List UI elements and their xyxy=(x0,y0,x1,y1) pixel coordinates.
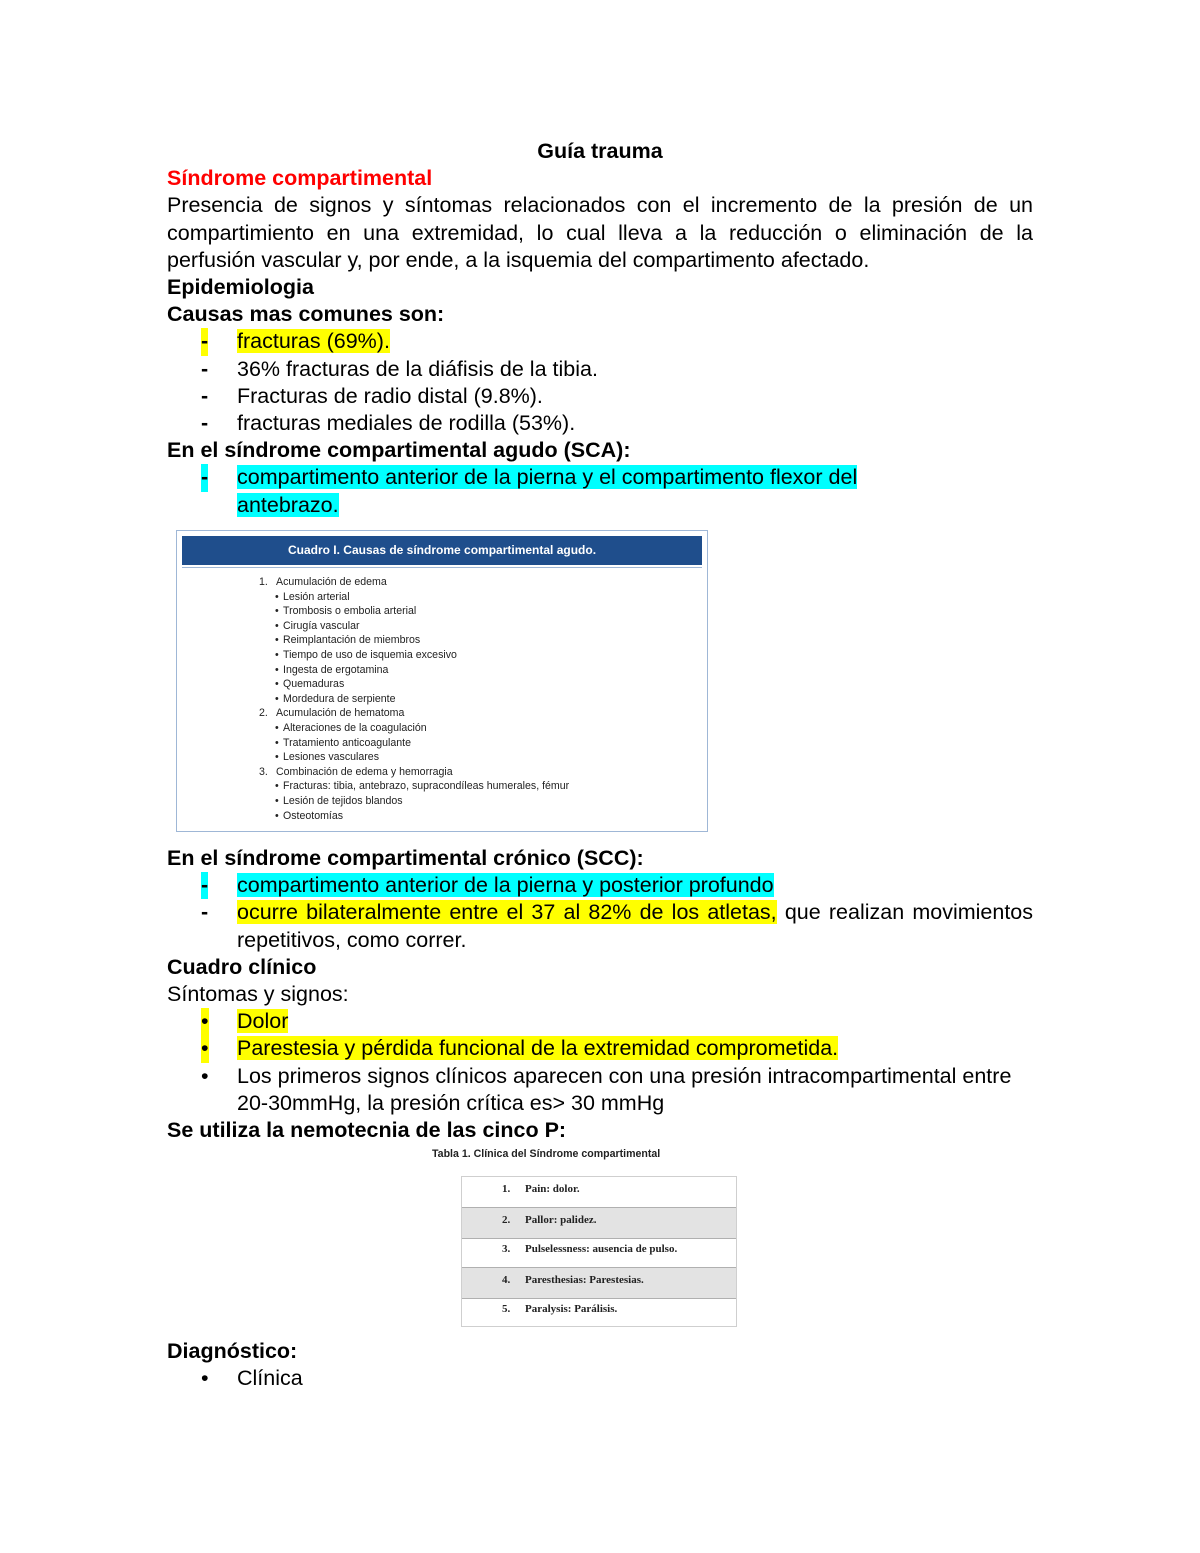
document-page xyxy=(167,138,1033,519)
figure-item: • Lesiones vasculares xyxy=(259,750,569,765)
dash-marker: - xyxy=(201,328,208,355)
heading-cuadro-clinico: Cuadro clínico xyxy=(167,954,317,979)
row-number: 4. xyxy=(502,1274,511,1286)
figure-item: • Tratamiento anticoagulante xyxy=(259,736,569,751)
figure-item: • Ingesta de ergotamina xyxy=(259,663,569,678)
list-item-text: compartimento anterior de la pierna y posterior profundo xyxy=(237,873,774,898)
dash-marker: - xyxy=(201,464,208,491)
figure-item: • Lesión arterial xyxy=(259,590,569,605)
list-item xyxy=(167,1365,1033,1392)
divider xyxy=(182,567,702,568)
figure-item: • Fracturas: tibia, antebrazo, supracondíleas humerales, fémur xyxy=(259,779,569,794)
dash-marker: - xyxy=(201,356,209,381)
row-text: Pulselessness: ausencia de pulso. xyxy=(525,1243,678,1255)
document-title: Guía trauma xyxy=(537,139,663,163)
group-label: Acumulación de edema xyxy=(276,576,387,588)
table-row xyxy=(462,1267,736,1299)
group-number: 2. xyxy=(259,707,268,720)
row-number: 1. xyxy=(502,1183,511,1195)
list-item xyxy=(167,383,1033,410)
list-item xyxy=(167,1008,1033,1035)
figure-group xyxy=(259,575,569,590)
list-item xyxy=(167,872,1033,899)
group-label: Combinación de edema y hemorragia xyxy=(276,765,453,778)
list-item-text: Parestesia y pérdida funcional de la extremidad comprometida. xyxy=(237,1036,839,1061)
list-item-text: fracturas (69%). xyxy=(237,329,390,354)
figure-item: • Cirugía vascular xyxy=(259,619,569,634)
table-row xyxy=(462,1297,736,1327)
heading-nemotecnia: Se utiliza la nemotecnia de las cinco P: xyxy=(167,1118,567,1143)
dash-marker: - xyxy=(201,900,209,925)
table-caption: Tabla 1. Clínica del Síndrome compartimental xyxy=(432,1148,661,1160)
diagnostico-list xyxy=(167,1365,1033,1392)
list-item-text: 36% fracturas de la diáfisis de la tibia. xyxy=(237,356,598,381)
document-page-3 xyxy=(167,1338,1033,1392)
heading-diagnostico: Diagnóstico: xyxy=(167,1339,298,1363)
figure-header: Cuadro I. Causas de síndrome compartimental agudo. xyxy=(182,536,702,565)
table-cinco-p xyxy=(461,1176,737,1327)
list-item-text: Los primeros signos clínicos aparecen con una presión intracompartimental entre 20-30mmHg, la presión crítica es> 30 mmHg xyxy=(237,1063,1012,1115)
figure-item: • Tiempo de uso de isquemia excesivo xyxy=(259,648,569,663)
dash-marker: - xyxy=(201,872,208,899)
figure-cuadro-causas xyxy=(176,530,708,832)
bullet-marker: • xyxy=(201,1366,209,1391)
sintomas-list xyxy=(167,1008,1033,1117)
row-number: 5. xyxy=(502,1303,511,1315)
figure-list xyxy=(259,575,569,823)
list-item-text: Dolor xyxy=(237,1009,289,1034)
group-number: 3. xyxy=(259,765,268,778)
list-item-text: que realizan movimientos repetitivos, como correr. xyxy=(237,900,1034,952)
scc-list xyxy=(167,872,1033,954)
row-text: Pallor: palidez. xyxy=(525,1214,597,1226)
figure-group xyxy=(259,765,569,780)
group-label: Acumulación de hematoma xyxy=(276,707,405,720)
figure-item: • Mordedura de serpiente xyxy=(259,692,569,707)
section-heading-sindrome: Síndrome compartimental xyxy=(167,166,433,191)
document-page-2 xyxy=(167,845,1033,1144)
figure-group xyxy=(259,706,569,721)
list-item xyxy=(167,899,1033,953)
table-row xyxy=(462,1237,736,1267)
bullet-marker: • xyxy=(201,1063,209,1088)
list-item-text-cont: antebrazo. xyxy=(237,492,339,517)
figure-item: • Lesión de tejidos blandos xyxy=(259,794,569,809)
table-row xyxy=(462,1207,736,1239)
list-item xyxy=(167,328,1033,355)
heading-scc: En el síndrome compartimental crónico (SCC): xyxy=(167,846,644,870)
sca-list xyxy=(167,464,1033,518)
list-item-text: Clínica xyxy=(237,1366,303,1391)
list-item-highlight: ocurre bilateralmente entre el 37 al 82% de los atletas, xyxy=(237,900,777,925)
row-number: 2. xyxy=(502,1214,511,1226)
dash-marker: - xyxy=(201,383,209,408)
list-item-text: fracturas mediales de rodilla (53%). xyxy=(237,411,576,436)
heading-causas: Causas mas comunes son: xyxy=(167,302,445,327)
bullet-marker: • xyxy=(201,1035,209,1062)
list-item xyxy=(167,356,1033,383)
intro-paragraph: Presencia de signos y síntomas relacionados con el incremento de la presión de un compartimiento en una extremidad, lo cual lleva a la reducción o eliminación de la perfusión vascular y, por ende, a la isquemia del compartimento afectado. xyxy=(167,193,1033,272)
heading-epidemiologia: Epidemiologia xyxy=(167,275,314,300)
figure-item: • Alteraciones de la coagulación xyxy=(259,721,569,736)
row-text: Pain: dolor. xyxy=(525,1183,580,1195)
list-item xyxy=(167,410,1033,437)
subheading-sintomas: Síntomas y signos: xyxy=(167,982,349,1007)
group-number: 1. xyxy=(259,576,268,588)
list-item xyxy=(167,1063,1033,1117)
dash-marker: - xyxy=(201,411,209,436)
table-row xyxy=(462,1177,736,1207)
figure-item: • Quemaduras xyxy=(259,677,569,692)
heading-sca: En el síndrome compartimental agudo (SCA): xyxy=(167,438,631,463)
figure-item: • Osteotomías xyxy=(259,809,569,824)
row-number: 3. xyxy=(502,1243,511,1255)
bullet-marker: • xyxy=(201,1008,209,1035)
row-text: Paralysis: Parálisis. xyxy=(525,1303,618,1315)
row-text: Paresthesias: Parestesias. xyxy=(525,1274,644,1286)
figure-item: • Reimplantación de miembros xyxy=(259,633,569,648)
list-item-text: Fracturas de radio distal (9.8%). xyxy=(237,383,543,408)
list-item xyxy=(167,464,1033,518)
causas-list xyxy=(167,328,1033,437)
figure-item: • Trombosis o embolia arterial xyxy=(259,604,569,619)
list-item-text: compartimento anterior de la pierna y el compartimento flexor del xyxy=(237,465,858,490)
list-item xyxy=(167,1035,1033,1062)
